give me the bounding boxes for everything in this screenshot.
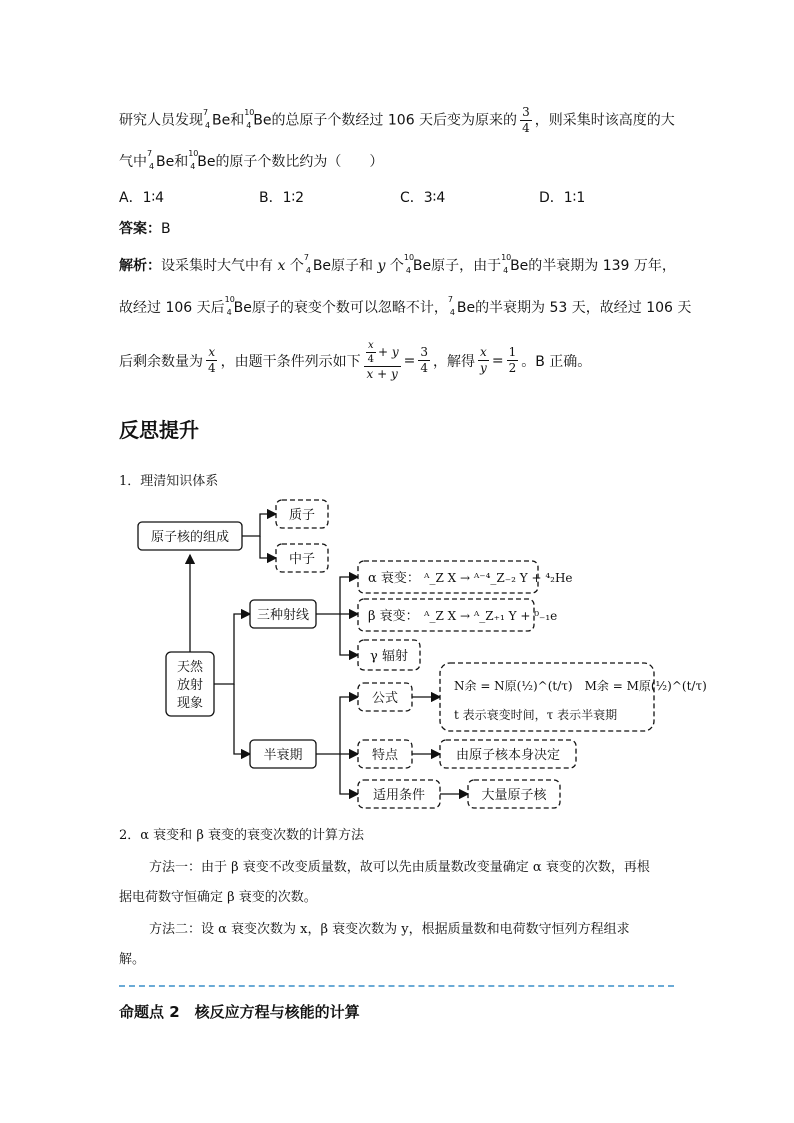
fraction-three-quarters: $\frac{3}{4}$ [522, 105, 530, 136]
analysis-line-1: 解析：设采集时大气中有 x 个 7 4 Be原子和 y 个 10 4 Be原子，由于 10 4 Be的半衰期为 139 万年， [119, 253, 676, 275]
svg-text:半衰期: 半衰期 [263, 748, 303, 763]
item1-title: 1．理清知识体系 [119, 474, 219, 489]
compound-fraction: $\frac{x}{4}$ + y x + y [364, 340, 401, 381]
svg-text:三种射线: 三种射线 [256, 608, 310, 623]
question-line-2: 气中 7 4 Be和 10 4 Be的原子个数比约为（ ） [119, 149, 384, 171]
method2-line1: 方法二：设 α 衰变次数为 x，β 衰变次数为 y，根据质量数和电荷数守恒列方程组求 [149, 922, 630, 937]
question-line-1: 研究人员发现 7 4 Be和 10 4 Be的总原子个数经过 106 天后变为原来的 $\frac{3}{4}$ ，则采集时该高度的大 [119, 105, 675, 136]
svg-text:中子: 中子 [288, 552, 316, 567]
svg-text:适用条件: 适用条件 [372, 788, 426, 803]
option-c: C．3∶4 [400, 190, 446, 206]
analysis-line-2: 故经过 106 天后 10 4 Be原子的衰变个数可以忽略不计， 7 4 Be的半衰期为 53 天，故经过 106 天 [119, 295, 692, 317]
section-title: 反思提升 [119, 418, 199, 442]
next-section-title: 命题点 2 核反应方程与核能的计算 [119, 1003, 360, 1021]
nuclide-be10: 10 4 [244, 107, 255, 130]
option-a: A．1∶4 [119, 190, 165, 206]
nuclide-be7: 7 4 [203, 107, 211, 130]
divider [119, 985, 674, 987]
svg-text:特点: 特点 [371, 748, 399, 763]
svg-text:公式: 公式 [371, 691, 399, 706]
svg-text:β 衰变：: β 衰变： [368, 609, 419, 624]
svg-text:α 衰变：: α 衰变： [368, 571, 420, 586]
method2-line2: 解。 [119, 952, 146, 967]
analysis-line-3: 后剩余数量为 $\frac{x}{4}$ ，由题干条件列示如下 $\frac{x}{4}$ + y x + y = $\frac{3}{4}$ ，解得 $\frac{x}{y}$ = $\frac{1}{2}$ 。B 正确。 [119, 340, 592, 381]
option-d: D．1∶1 [539, 190, 586, 206]
method1-line1: 方法一：由于 β 衰变不改变质量数，故可以先由质量数改变量确定 α 衰变的次数，再根 [149, 860, 650, 875]
svg-text:放射: 放射 [176, 678, 204, 693]
option-b: B．1∶2 [259, 190, 305, 206]
svg-text:ᴬ_Z X → ᴬ_Z₊₁ Y + ⁰₋₁e: ᴬ_Z X → ᴬ_Z₊₁ Y + ⁰₋₁e [424, 609, 558, 623]
answer-line: 答案：B [119, 221, 171, 237]
item2-title: 2．α 衰变和 β 衰变的衰变次数的计算方法 [119, 828, 364, 843]
svg-text:现象: 现象 [176, 696, 204, 711]
svg-text:γ 辐射: γ 辐射 [370, 649, 408, 664]
svg-text:原子核的组成: 原子核的组成 [150, 530, 230, 545]
svg-text:ᴬ_Z X → ᴬ⁻⁴_Z₋₂ Y + ⁴₂He: ᴬ_Z X → ᴬ⁻⁴_Z₋₂ Y + ⁴₂He [424, 571, 573, 585]
svg-text:t 表示衰变时间，τ 表示半衰期: t 表示衰变时间，τ 表示半衰期 [454, 708, 618, 722]
svg-text:N余 = N原(½)^(t/τ) M余 = M原(½)^(t: N余 = N原(½)^(t/τ) M余 = M原(½)^(t/τ) [454, 679, 707, 693]
svg-text:由原子核本身决定: 由原子核本身决定 [455, 748, 561, 763]
svg-text:质子: 质子 [288, 508, 316, 523]
svg-text:大量原子核: 大量原子核 [481, 788, 547, 803]
svg-text:天然: 天然 [176, 660, 204, 675]
method1-line2: 据电荷数守恒确定 β 衰变的次数。 [119, 890, 317, 905]
